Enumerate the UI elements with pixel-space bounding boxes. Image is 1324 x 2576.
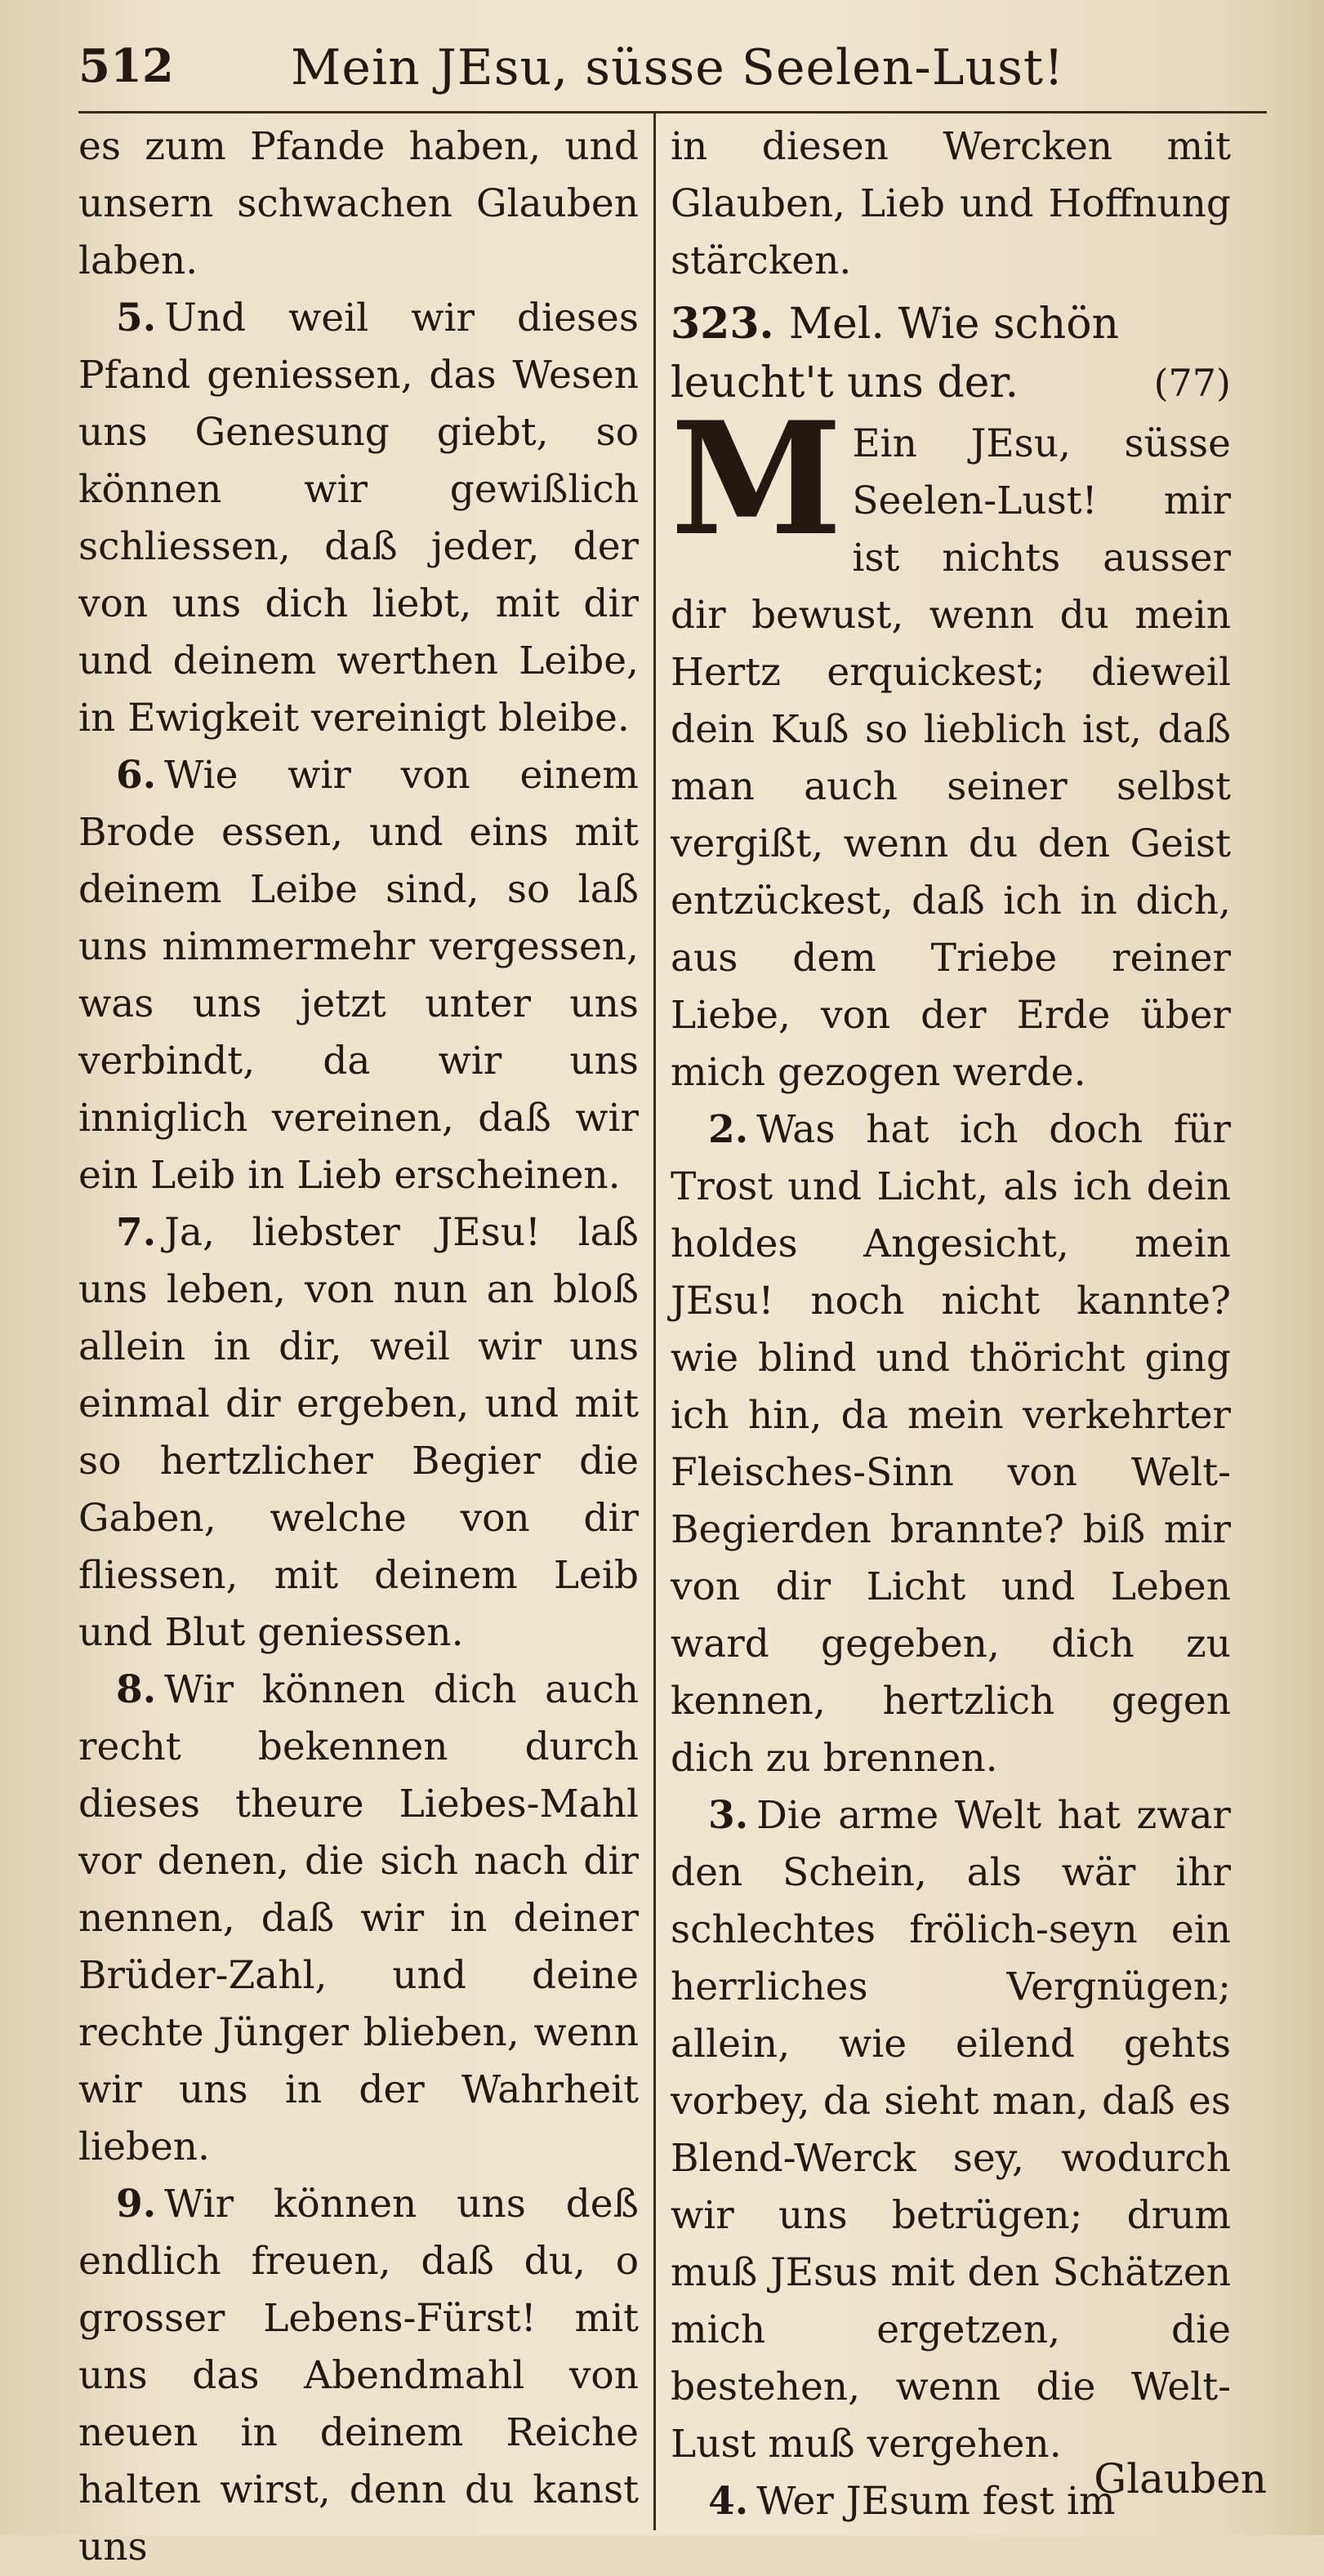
verse	[78, 1662, 639, 2176]
verse	[671, 1787, 1231, 2473]
verse-text: Was hat ich doch für Trost und Licht, als ich dein holdes Angesicht, mein JEsu! noch nicht kannte? wie blind und thöricht ging ich hin, da mein verkehrter Fleisches-Sinn von Welt-Begierden brannte? biß mir von dir Licht und Leben ward gegeben, dich zu kennen, hertzlich gegen dich zu brennen.	[671, 1107, 1231, 1781]
column-divider	[653, 113, 656, 2530]
hymn-melody: Mel. Wie schön leucht't uns der.	[671, 300, 1120, 407]
verse-continuation: in diesen Wercken mit Glauben, Lieb und Hoffnung stärcken.	[671, 124, 1231, 283]
hymn-heading	[671, 295, 1231, 412]
verse-number: 5.	[116, 296, 157, 340]
verse-number: 6.	[116, 753, 157, 798]
catchword: Glauben	[1094, 2455, 1267, 2503]
verse	[78, 747, 639, 1204]
verse-number: 8.	[116, 1667, 157, 1712]
verse	[671, 1101, 1231, 1787]
verse-text: Wir können uns deß endlich freuen, daß du, o grosser Lebens-Fürst! mit uns das Abendmahl von neuen in deinem Reiche halten wirst, denn du kanst uns	[78, 2182, 639, 2569]
verse-number: 2.	[708, 1107, 749, 1152]
verse	[78, 2176, 639, 2576]
verse-number: 7.	[116, 1210, 157, 1255]
left-column	[78, 113, 650, 2569]
verse-number: 3.	[708, 1793, 749, 1838]
verse-continuation: es zum Pfande haben, und unsern schwachen Glauben laben.	[78, 124, 639, 283]
verse-text: Wie wir von einem Brode essen, und eins mit deinem Leibe sind, so laß uns nimmermehr vergessen, was uns jetzt unter uns verbindt, da wir uns inniglich vereinen, daß wir ein Leib in Lieb erscheinen.	[78, 753, 639, 1198]
verse-text: Ein JEsu, süsse Seelen-Lust! mir ist nichts ausser dir bewust, wenn du mein Hertz erquickest; dieweil dein Kuß so lieblich ist, daß man auch seiner selbst vergißt, wenn du den Geist entzückest, daß ich in dich, aus dem Triebe reiner Liebe, von der Erde über mich gezogen werde.	[671, 421, 1231, 1095]
hymn-number: 323.	[671, 299, 774, 349]
page-number: 512	[78, 39, 174, 93]
verse-text: Ja, liebster JEsu! laß uns leben, von nun an bloß allein in dir, weil wir uns einmal dir ergeben, und mit so hertzlicher Begier die Gaben, welche von dir fliessen, mit deinem Leib und Blut geniessen.	[78, 1210, 639, 1655]
drop-cap: M	[671, 388, 843, 570]
verse-number: 9.	[116, 2182, 157, 2227]
verse-number: 4.	[708, 2479, 749, 2524]
verse	[78, 1204, 639, 1662]
verse-text: Wer JEsum fest im	[756, 2479, 1116, 2524]
first-verse	[671, 388, 1231, 1101]
verse	[78, 290, 639, 747]
verse-text: Wir können dich auch recht bekennen durch dieses theure Liebes-Mahl vor denen, die sich nach dir nennen, daß wir in deiner Brüder-Zahl, und deine rechte Jünger blieben, wenn wir uns in der Wahrheit lieben.	[78, 1667, 639, 2169]
tune-reference: (77)	[1153, 361, 1231, 405]
page-header	[78, 33, 1267, 113]
verse-text: Und weil wir dieses Pfand geniessen, das Wesen uns Genesung giebt, so können wir gewißlich schliessen, daß jeder, der von uns dich liebt, mit dir und deinem werthen Leibe, in Ewigkeit vereinigt bleibe.	[78, 296, 639, 741]
running-title: Mein JEsu, süsse Seelen-Lust!	[291, 39, 1065, 96]
verse-text: Die arme Welt hat zwar den Schein, als wär ihr schlechtes frölich-seyn ein herrliches Vergnügen; allein, wie eilend gehts vorbey, da sieht man, daß es Blend-Werck sey, wodurch wir uns betrügen; drum muß JEsus mit den Schätzen mich ergetzen, die bestehen, wenn die Welt-Lust muß vergehen.	[671, 1793, 1231, 2467]
two-column-text	[78, 113, 1267, 2569]
right-column	[659, 113, 1231, 2530]
